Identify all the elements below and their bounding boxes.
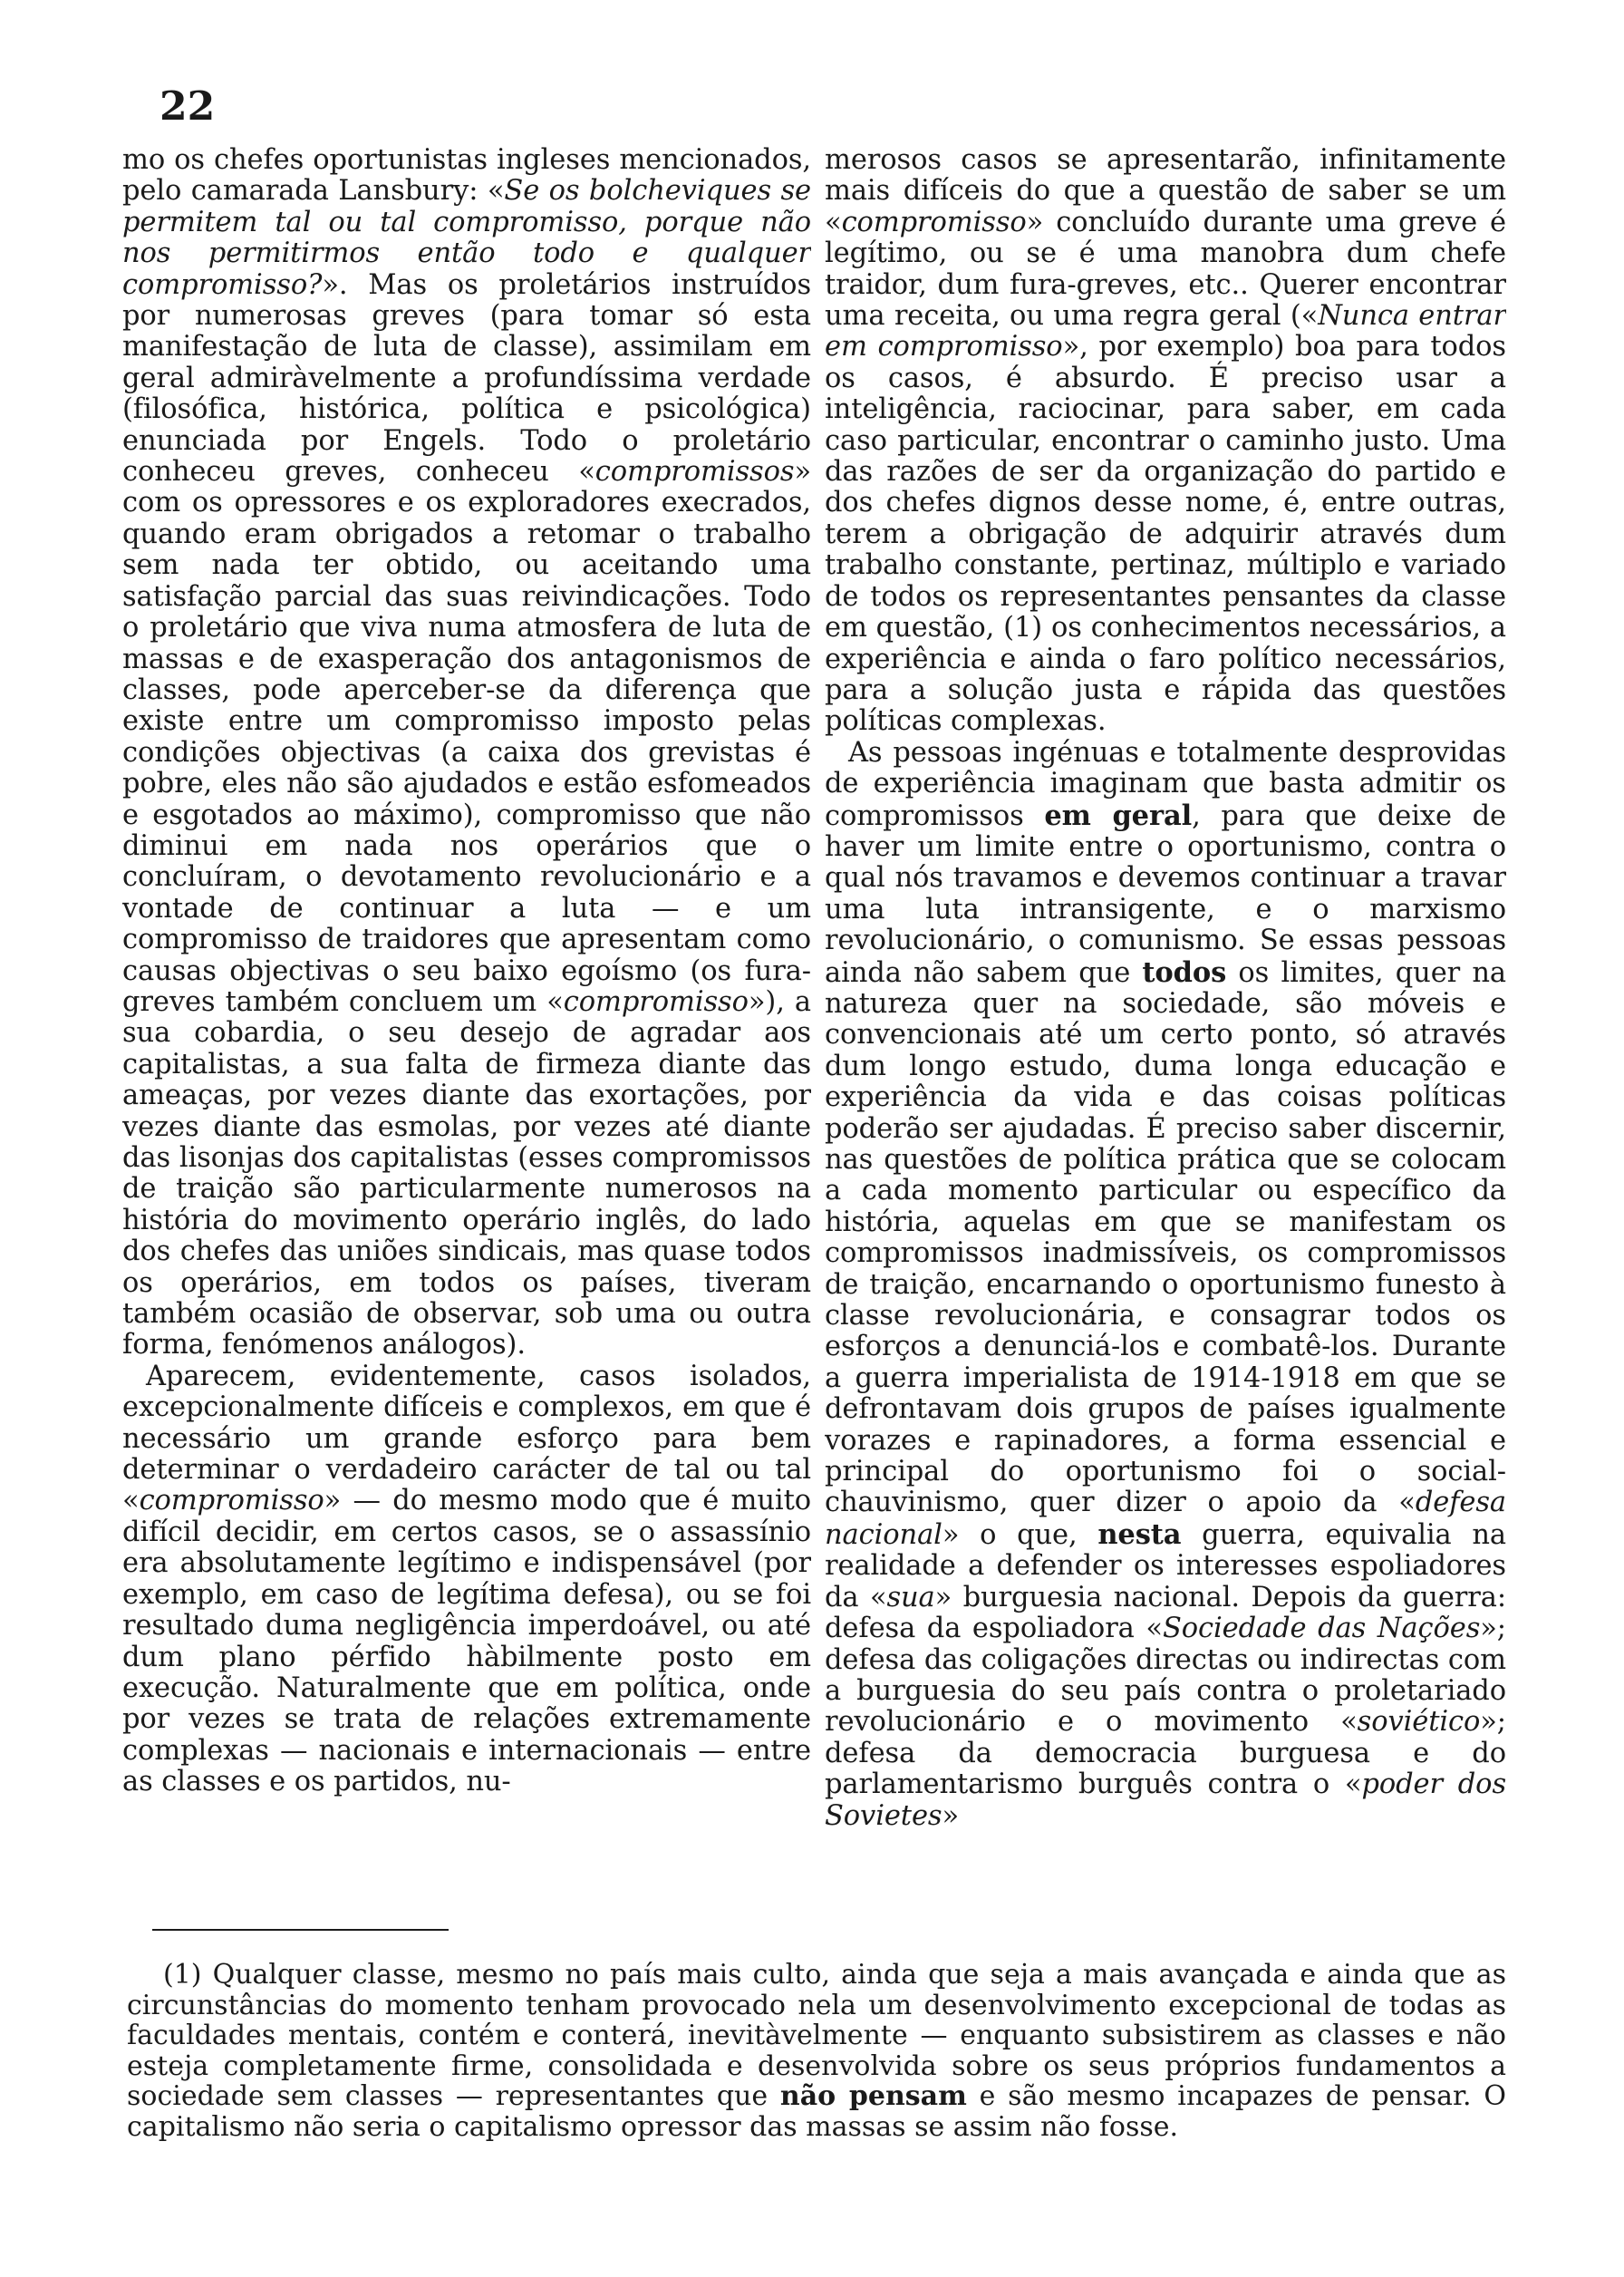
italic-text: sua [886,1581,935,1613]
text-run: ». Mas os proletários instruídos por numerosas greves (para tomar só esta manifestação de luta de classe), assimilam em geral admiràvelmente a profundíssima verdade (filosófica, histórica, política e psicológica) enunciada por Engels. Todo o proletário conheceu greves, conheceu « [122,268,811,489]
text-run: » — do mesmo modo que é muito difícil decidir, em certos casos, se o assassínio era absolutamente legítimo e indispensável (por exemplo, em caso de legítima defesa), ou se foi resultado duma negligência imperdoável, ou até dum plano pérfido hàbilmente posto em execução. Naturalmente que em política, onde por vezes se trata de relações extremamente complexas — nacionais e internacionais — entre as classes e os partidos, nu- [122,1485,811,1798]
text-run: Aparecem, evidentemente, casos isolados, excepcionalmente difíceis e complexos, em que é necessário um grande esforço para bem determinar o verdadeiro carácter de tal ou tal « [122,1360,811,1517]
italic-text: Sociedade das Nações [1162,1613,1481,1645]
text-run: e são mesmo incapazes de pensar. O capitalismo não seria o capitalismo opressor das massas se assim não fosse. [127,2080,1506,2143]
right-column [825,145,1506,1899]
text-run: »; defesa da democracia burguesa e do parlamentarismo burguês contra o « [825,1706,1506,1801]
italic-text: Nunca entrar em compromisso [825,300,1506,363]
italic-text: soviético [1357,1706,1481,1739]
page-number: 22 [160,83,216,130]
paragraph [122,1361,811,1798]
italic-text: compromissos [594,456,795,489]
text-run: », por exemplo) boa para todos os casos, é absurdo. É preciso usar a inteligência, raciocinar, para saber, em cada caso particular, encontrar o caminho justo. Uma das razões de ser da organização do partido e dos chefes dignos desse nome, é, entre outras, terem a obrigação de adquirir através dum trabalho constante, pertinaz, múltiplo e variado de todos os representantes pensantes da classe em questão, (1) os conhecimentos necessários, a experiência e ainda o faro político necessários, para a solução justa e rápida das questões políticas complexas. [825,331,1506,738]
italic-text: defesa nacional [825,1487,1506,1551]
footnote [127,1960,1506,2142]
text-run: » com os opressores e os exploradores execrados, quando eram obrigados a retomar o trabalho sem nada ter obtido, ou aceitando uma satisfação parcial das suas reivindicações. Todo o proletário que viva numa atmosfera de luta de massas e de exasperação dos antagonismos de classes, pode aperceber-se da diferença que existe entre um compromisso imposto pelas condições objectivas (a caixa dos grevistas é pobre, eles não são ajudados e estão esfomeados e esgotados ao máximo), compromisso que não diminui em nada nos operários que o concluíram, o devotamento revolucionário e a vontade de continuar a luta — e um compromisso de traidores que apresentam como causas objectivas o seu baixo egoísmo (os fura-greves também concluem um « [122,456,811,1018]
italic-text: Se os bolcheviques se permitem tal ou tal compromisso, porque não nos permitirmos então todo e qualquer compromisso? [122,175,811,301]
text-run: os limites, quer na natureza quer na sociedade, são móveis e convencionais até um certo ponto, só através dum longo estudo, duma longa educação e experiência da vida e das coisas políticas poderão ser ajudadas. É preciso saber discernir, nas questões de política prática que se colocam a cada momento particular ou específico da história, aquelas em que se manifestam os compromissos inadmissíveis, os compromissos de traição, encarnando o oportunismo funesto à classe revolucionária, e consagrar todos os esforços a denunciá-los e combatê-los. Durante a guerra imperialista de 1914-1918 em que se defrontavam dois grupos de países igualmente vorazes e rapinadores, a forma essencial e principal do oportunismo foi o social-chauvinismo, quer dizer o apoio da « [825,956,1506,1519]
paragraph [825,145,1506,738]
text-run: » burguesia nacional. Depois da guerra: defesa da espoliadora « [825,1581,1506,1645]
text-run: , para que deixe de haver um limite entre o oportunismo, contra o qual nós travamos e devemos continuar a travar uma luta intransigente, e o marxismo revolucionário, o comunismo. Se essas pessoas ainda não sabem que [825,799,1506,989]
text-run: » [942,1799,960,1832]
bold-text: em geral [1044,799,1193,832]
text-run: (1) Qualquer classe, mesmo no país mais culto, ainda que seja a mais avançada e ainda que as circunstâncias do momento tenham provocado nela um desenvolvimento excepcional de todas as faculdades mentais, contém e conterá, inevitàvelmente — enquanto subsistirem as classes e não esteja completamente firme, consolidada e desenvolvida sobre os seus próprios fundamentos a sociedade sem classes — representantes que [127,1959,1506,2112]
text-run: mo os chefes oportunistas ingleses mencionados, pelo camarada Lansbury: « [122,145,811,208]
italic-text: compromisso [139,1485,324,1517]
bold-text: nesta [1097,1517,1182,1551]
left-column [122,145,811,1899]
italic-text: compromisso [841,206,1027,238]
italic-text: compromisso [563,985,749,1018]
bold-text: não pensam [779,2080,967,2112]
text-run: guerra, equivalia na realidade a defender os interesses espoliadores da « [825,1518,1506,1613]
text-run: »; defesa das coligações directas ou indirectas com a burguesia do seu país contra o proletariado revolucionário e o movimento « [825,1613,1506,1739]
italic-text: poder dos Sovietes [825,1768,1506,1832]
text-run: merosos casos se apresentarão, infinitamente mais difíceis do que a questão de saber se um « [825,145,1506,238]
paragraph [825,738,1506,1832]
bold-text: todos [1142,955,1227,989]
paragraph [122,145,811,1361]
text-run: » concluído durante uma greve é legítimo, ou se é uma manobra dum chefe traidor, dum fura-greves, etc.. Querer encontrar uma receita, ou uma regra geral (« [825,206,1506,333]
text-run: As pessoas ingénuas e totalmente desprovidas de experiência imaginam que basta admitir os compromissos [825,736,1506,832]
text-run: »), a sua cobardia, o seu desejo de agradar aos capitalistas, a sua falta de firmeza diante das ameaças, por vezes diante das exortações, por vezes diante das esmolas, por vezes até diante das lisonjas dos capitalistas (esses compromissos de traição são particularmente numerosos na história do movimento operário inglês, do lado dos chefes das uniões sindicais, mas quase todos os operários, em todos os países, tiveram também ocasião de observar, sob uma ou outra forma, fenómenos análogos). [122,985,811,1361]
text-run: » o que, [942,1518,1098,1551]
footnote-divider [152,1929,449,1931]
